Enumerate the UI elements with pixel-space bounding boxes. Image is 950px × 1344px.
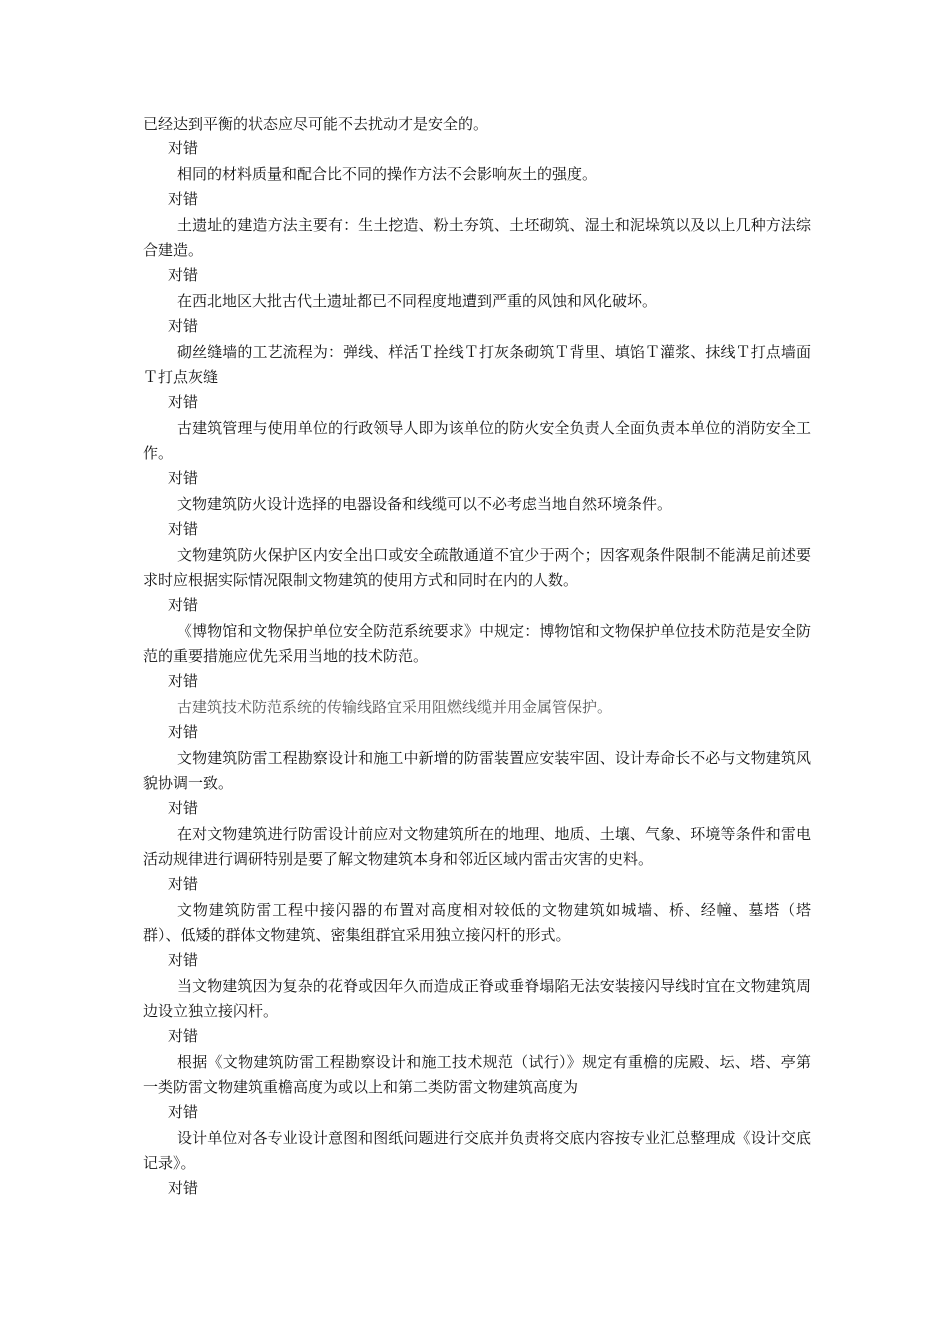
list-item xyxy=(143,263,811,314)
question-text: 古建筑管理与使用单位的行政领导人即为该单位的防火安全负责人全面负责本单位的消防安全工作。 xyxy=(143,419,811,462)
list-item xyxy=(143,669,811,720)
list-item xyxy=(143,136,811,187)
list-item xyxy=(143,390,811,466)
question-text: 在对文物建筑进行防雷设计前应对文物建筑所在的地理、地质、土壤、气象、环境等条件和雷电活动规律进行调研特别是要了解文物建筑本身和邻近区域内雷击灾害的史料。 xyxy=(143,825,811,868)
question-text: 在西北地区大批古代土遗址都已不同程度地遭到严重的风蚀和风化破坏。 xyxy=(177,292,658,310)
question-text: 砌丝缝墙的工艺流程为：弹线、样活Ｔ拴线Ｔ打灰条砌筑Ｔ背里、填馅Ｔ灌浆、抹线Ｔ打点墙面Ｔ打点灰缝 xyxy=(143,343,811,386)
answer-options[interactable] xyxy=(168,1202,811,1228)
list-item xyxy=(143,720,811,796)
list-item xyxy=(143,517,811,593)
answer-options[interactable]: 对错 xyxy=(168,951,199,969)
answer-options[interactable]: 对错 xyxy=(168,469,199,487)
question-text: 文物建筑防火设计选择的电器设备和线缆可以不必考虑当地自然环境条件。 xyxy=(177,495,673,513)
list-item xyxy=(143,1202,811,1228)
answer-options[interactable]: 对错 xyxy=(168,875,199,893)
lead-paragraph: 已经达到平衡的状态应尽可能不去扰动才是安全的。 xyxy=(143,115,489,133)
answer-options[interactable]: 对错 xyxy=(168,672,199,690)
answer-options[interactable]: 对错 xyxy=(168,266,199,284)
question-text: 设计单位对各专业设计意图和图纸问题进行交底并负责将交底内容按专业汇总整理成《设计交底记录》。 xyxy=(143,1129,811,1172)
answer-options[interactable]: 对错 xyxy=(168,723,199,741)
question-list xyxy=(143,136,811,1228)
question-text: 当文物建筑因为复杂的花脊或因年久而造成正脊或垂脊塌陷无法安装接闪导线时宜在文物建筑周边设立独立接闪杆。 xyxy=(143,977,811,1020)
question-text: 文物建筑防雷工程中接闪器的布置对高度相对较低的文物建筑如城墙、桥、经幢、墓塔（塔群）、低矮的群体文物建筑、密集组群宜采用独立接闪杆的形式。 xyxy=(143,901,811,944)
list-item xyxy=(143,187,811,263)
question-text: 《博物馆和文物保护单位安全防范系统要求》中规定：博物馆和文物保护单位技术防范是安全防范的重要措施应优先采用当地的技术防范。 xyxy=(143,622,811,665)
answer-options[interactable]: 对错 xyxy=(168,139,199,157)
question-text: 文物建筑防雷工程勘察设计和施工中新增的防雷装置应安装牢固、设计寿命长不必与文物建筑风貌协调一致。 xyxy=(143,749,811,792)
answer-options[interactable]: 对错 xyxy=(168,393,199,411)
answer-options[interactable]: 对错 xyxy=(168,1027,199,1045)
list-item xyxy=(143,1024,811,1100)
answer-options[interactable]: 对错 xyxy=(168,799,199,817)
question-text: 古建筑技术防范系统的传输线路宜采用阻燃线缆并用金属管保护。 xyxy=(177,698,613,716)
question-text: 文物建筑防火保护区内安全出口或安全疏散通道不宜少于两个；因客观条件限制不能满足前述要求时应根据实际情况限制文物建筑的使用方式和同时在内的人数。 xyxy=(143,546,811,589)
list-item xyxy=(143,872,811,948)
list-item xyxy=(143,796,811,872)
question-text: 土遗址的建造方法主要有：生土挖造、粉土夯筑、土坯砌筑、湿土和泥垛筑以及以上几种方法综合建造。 xyxy=(143,216,811,259)
answer-options[interactable]: 对错 xyxy=(168,190,199,208)
list-item xyxy=(143,1100,811,1176)
answer-options[interactable]: 对错 xyxy=(168,317,199,335)
answer-options[interactable]: 对错 xyxy=(168,1179,199,1197)
list-item xyxy=(143,948,811,1024)
list-item xyxy=(143,466,811,517)
list-item xyxy=(143,1176,811,1202)
answer-options[interactable]: 对错 xyxy=(168,520,199,538)
answer-options[interactable]: 对错 xyxy=(168,596,199,614)
list-item xyxy=(143,314,811,390)
list-item xyxy=(143,593,811,669)
question-text: 根据《文物建筑防雷工程勘察设计和施工技术规范（试行）》规定有重檐的庑殿、坛、塔、亭第一类防雷文物建筑重檐高度为或以上和第二类防雷文物建筑高度为 xyxy=(143,1053,811,1096)
answer-options[interactable]: 对错 xyxy=(168,1103,199,1121)
question-text: 相同的材料质量和配合比不同的操作方法不会影响灰土的强度。 xyxy=(177,165,598,183)
